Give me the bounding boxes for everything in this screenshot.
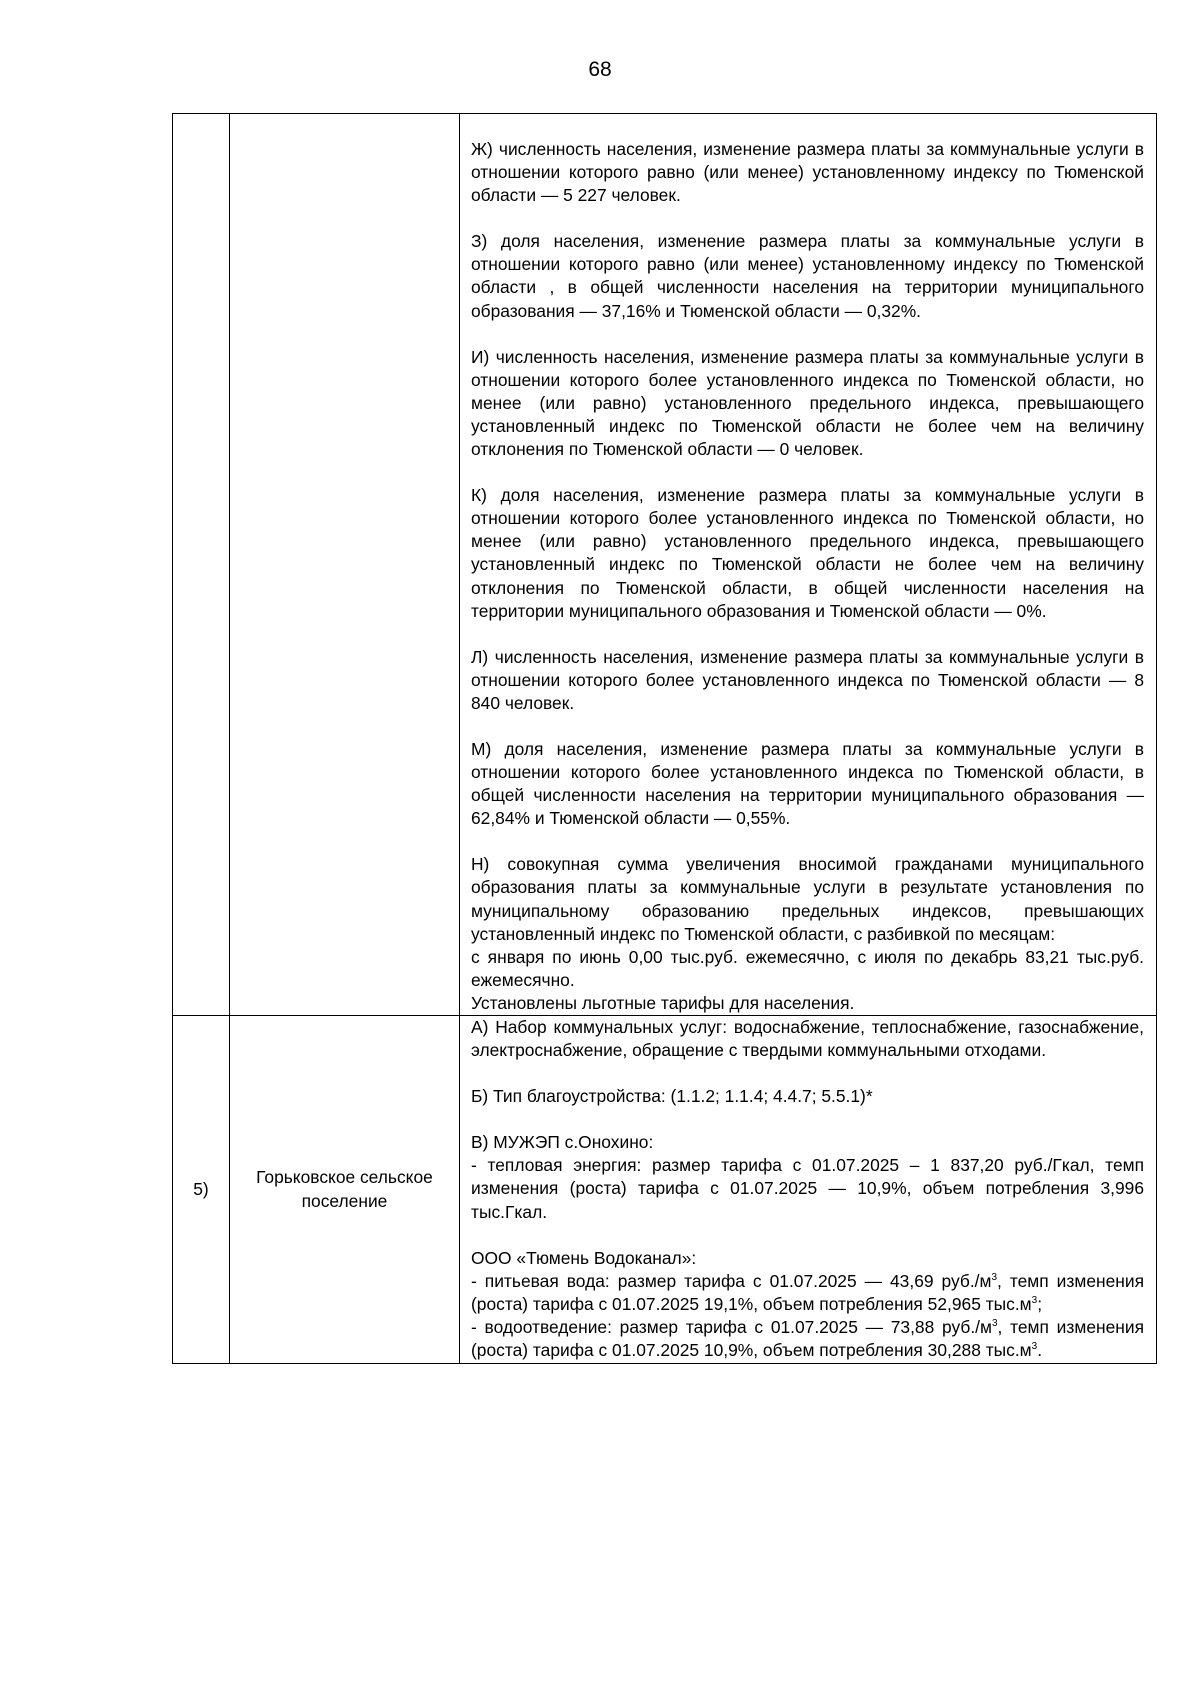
municipality-name-cell — [230, 1016, 460, 1364]
details-cell — [460, 1016, 1157, 1364]
paragraph-l: Л) численность населения, изменение размера платы за коммунальные услуги в отношении которого более установленного индекса по Тюменской области — 8 840 человек. — [471, 646, 1144, 713]
paragraph-i: И) численность населения, изменение размера платы за коммунальные услуги в отношении которого более установленного индекса по Тюменской области, но менее (или равно) установленного предельного индекса, превышающего установленный индекс по Тюменской области не более чем на величину отклонения по Тюменской области — 0 человек. — [471, 346, 1144, 460]
table-row — [173, 114, 1157, 1016]
paragraph-v-title: В) МУЖЭП с.Онохино: — [471, 1132, 654, 1153]
paragraph-k: К) доля населения, изменение размера платы за коммунальные услуги в отношении которого более установленного индекса по Тюменской области, но менее (или равно) установленного предельного индекса, превышающего установленный индекс по Тюменской области не более чем на величину отклонения по Тюменской области, в общей численности населения на территории муниципального образования и Тюменской области — 0%. — [471, 485, 1144, 621]
municipality-name-cell — [230, 114, 460, 1016]
details-cell — [460, 114, 1157, 1016]
paragraph-a: А) Набор коммунальных услуг: водоснабжение, теплоснабжение, газоснабжение, электроснабжение, обращение с твердыми коммунальными отходами. — [471, 1017, 1144, 1061]
paragraph-n-benefit: Установлены льготные тарифы для населения. — [471, 992, 855, 1013]
table-row — [173, 1016, 1157, 1364]
row-number-cell — [173, 114, 230, 1016]
paragraph-v-heat: - тепловая энергия: размер тарифа с 01.07.2025 – 1 837,20 руб./Гкал, темп изменения (роста) тарифа с 01.07.2025 — 10,9%, объем потребления 3,996 тыс.Гкал. — [471, 1155, 1144, 1222]
paragraph-n: Н) совокупная сумма увеличения вносимой гражданами муниципального образования платы за коммунальные услуги в результате установления по муниципальному образованию предельных индексов, превышающих установленный индекс по Тюменской области, с разбивкой по месяцам: — [471, 854, 1144, 944]
page-number: 68 — [588, 58, 612, 81]
row-number: 5) — [193, 1179, 209, 1200]
paragraph-drinking-water: - питьевая вода: размер тарифа с 01.07.2025 — 43,69 $руб./м^3$, темп изменения (роста) тарифа с 01.07.2025 19,1%, объем потребления 52,965 $тыс.м^3$; — [471, 1270, 1145, 1314]
tariff-table — [172, 113, 1157, 1364]
paragraph-n-months: с января по июнь 0,00 тыс.руб. ежемесячно, с июля по декабрь 83,21 тыс.руб. ежемесячно. — [471, 946, 1144, 990]
paragraph-drainage: - водоотведение: размер тарифа с 01.07.2025 — 73,88 $руб./м^3$, темп изменения (роста) тарифа с 01.07.2025 10,9%, объем потребления 30,288 $тыс.м^3$. — [471, 1316, 1144, 1361]
paragraph-m: М) доля населения, изменение размера платы за коммунальные услуги в отношении которого более установленного индекса по Тюменской области, в общей численности населения на территории муниципального образования — 62,84% и Тюменской области — 0,55%. — [471, 738, 1144, 829]
paragraph-vodokanal-title: ООО «Тюмень Водоканал»: — [471, 1247, 697, 1268]
paragraph-zh: Ж) численность населения, изменение размера платы за коммунальные услуги в отношении которого равно (или менее) установленному индексу по Тюменской области — 5 227 человек. — [471, 139, 1144, 206]
paragraph-b: Б) Тип благоустройства: (1.1.2; 1.1.4; 4.4.7; 5.5.1)* — [471, 1086, 873, 1107]
row-number-cell — [173, 1016, 230, 1364]
paragraph-z: З) доля населения, изменение размера платы за коммунальные услуги в отношении которого равно (или менее) установленному индексу по Тюменской области , в общей численности населения на территории муниципального образования — 37,16% и Тюменской области — 0,32%. — [471, 231, 1144, 321]
municipality-name: Горьковское сельское поселение — [256, 1167, 433, 1211]
